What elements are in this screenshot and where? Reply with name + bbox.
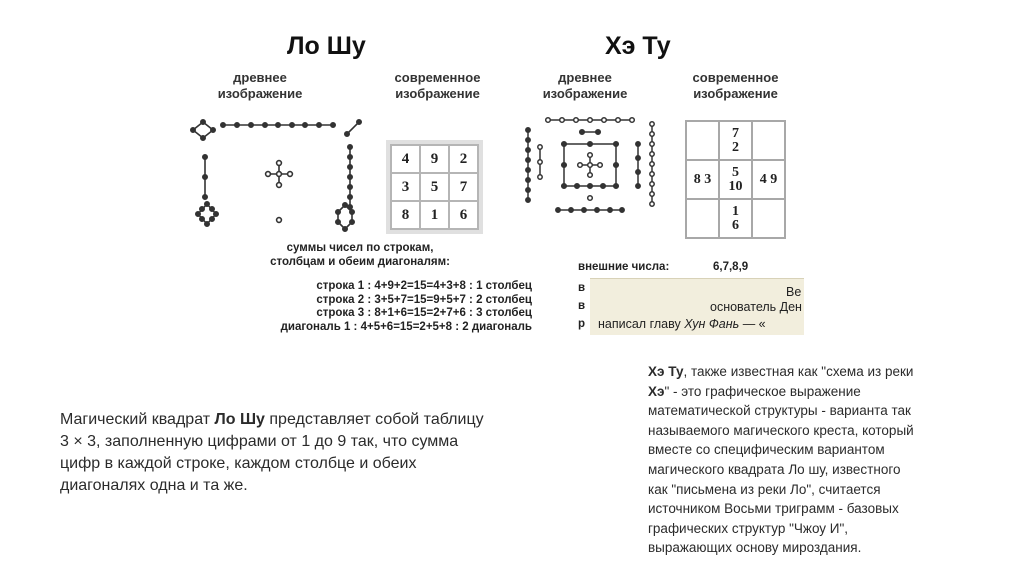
label-line: древнее — [558, 70, 612, 85]
para-text: Магический квадрат — [60, 411, 215, 428]
he-tu-ancient-diagram — [520, 112, 670, 217]
cropped-line: основатель Ден — [710, 300, 802, 314]
label-line: изображение — [693, 86, 778, 101]
grid-cell: 3 — [391, 173, 420, 201]
para-text: представляет собой таблицу 3 × 3, заполненную цифрами от 1 до 9 так, что сумма цифр в каждой строке, каждом столбце и обеих диагоналях одна и та же. — [60, 411, 484, 494]
grid-cell: 8 3 — [686, 160, 719, 199]
cropped-left-letters — [578, 282, 590, 336]
grid-row — [686, 199, 785, 238]
grid-cell: 5 10 — [719, 160, 752, 199]
cropped-info-box — [590, 278, 804, 335]
label-line: изображение — [395, 86, 480, 101]
sum-row: строка 2 : 3+5+7=15=9+5+7 : 2 столбец — [316, 293, 532, 306]
outer-numbers-values: 6,7,8,9 — [713, 261, 749, 273]
lo-shu-ancient-label — [200, 70, 320, 102]
he-tu-grid-table — [685, 120, 786, 239]
grid-cell: 4 — [391, 145, 420, 173]
grid-cell: 5 — [420, 173, 449, 201]
grid-cell — [752, 121, 785, 160]
sum-row: строка 3 : 8+1+6=15=2+7+6 : 3 столбец — [316, 307, 532, 319]
label-line: изображение — [217, 86, 303, 101]
lo-shu-grid — [386, 140, 483, 234]
sums-heading-line: суммы чисел по строкам, — [286, 242, 434, 254]
para-bold: Хэ Ту — [648, 364, 684, 379]
para-bold: Ло Шу — [214, 411, 265, 428]
para-bold: Хэ — [648, 383, 665, 399]
grid-cell: 1 — [420, 201, 449, 229]
he-tu-description — [648, 362, 918, 558]
grid-row — [686, 121, 785, 160]
grid-cell — [752, 199, 785, 238]
grid-cell: 4 9 — [752, 160, 785, 199]
grid-cell — [686, 199, 719, 238]
grid-cell: 6 — [449, 201, 478, 229]
outer-numbers-label: внешние числа: — [578, 261, 670, 273]
he-tu-title: Хэ Ту — [605, 32, 671, 60]
cropped-letter: в — [578, 300, 586, 312]
lo-shu-modern-label — [380, 70, 495, 102]
cropped-letter: в — [578, 282, 586, 294]
sums-heading — [240, 242, 480, 269]
lo-shu-grid-table — [390, 144, 479, 230]
lo-shu-ancient-diagram — [185, 112, 370, 237]
he-tu-modern-label — [678, 70, 793, 102]
sums-heading-line: столбцам и обеим диагоналям: — [270, 255, 450, 268]
grid-cell: 7 — [449, 173, 478, 201]
cropped-letter: р — [578, 318, 586, 330]
lo-shu-description — [60, 409, 492, 497]
label-line: изображение — [542, 86, 628, 101]
grid-cell — [686, 121, 719, 160]
grid-cell: 8 — [391, 201, 420, 229]
cropped-line: Ве — [786, 285, 802, 299]
label-line: древнее — [233, 70, 287, 85]
he-tu-grid — [685, 120, 786, 239]
grid-row — [391, 201, 478, 229]
sums-list — [212, 280, 532, 334]
grid-row — [391, 173, 478, 201]
grid-cell: 2 — [449, 145, 478, 173]
grid-row — [391, 145, 478, 173]
para-text: , также известная как "схема из реки — [683, 364, 914, 379]
sum-row: диагональ 1 : 4+5+6=15=2+5+8 : 2 диагональ — [280, 320, 532, 333]
grid-cell: 9 — [420, 145, 449, 173]
grid-cell: 7 2 — [719, 121, 752, 160]
para-text: " - это графическое выражение математической структуры - варианта так называемого магического креста, который вместе со специфическим вариантом магического квадрата Ло шу, известного как "письмена из реки Ло", считается источником Восьми триграмм - базовых графических структур "Чжоу И", выражающих основу мироздания. — [648, 383, 914, 556]
label-line: современное — [692, 70, 779, 85]
lo-shu-title: Ло Шу — [287, 32, 366, 60]
cropped-line: написал главу Хун Фань — « — [598, 317, 766, 331]
grid-cell: 1 6 — [719, 199, 752, 238]
sum-row: строка 1 : 4+9+2=15=4+3+8 : 1 столбец — [316, 280, 532, 292]
cropped-italic: Хун Фань — [684, 317, 740, 331]
label-line: современное — [394, 70, 481, 85]
grid-row — [686, 160, 785, 199]
he-tu-ancient-label — [525, 70, 645, 102]
